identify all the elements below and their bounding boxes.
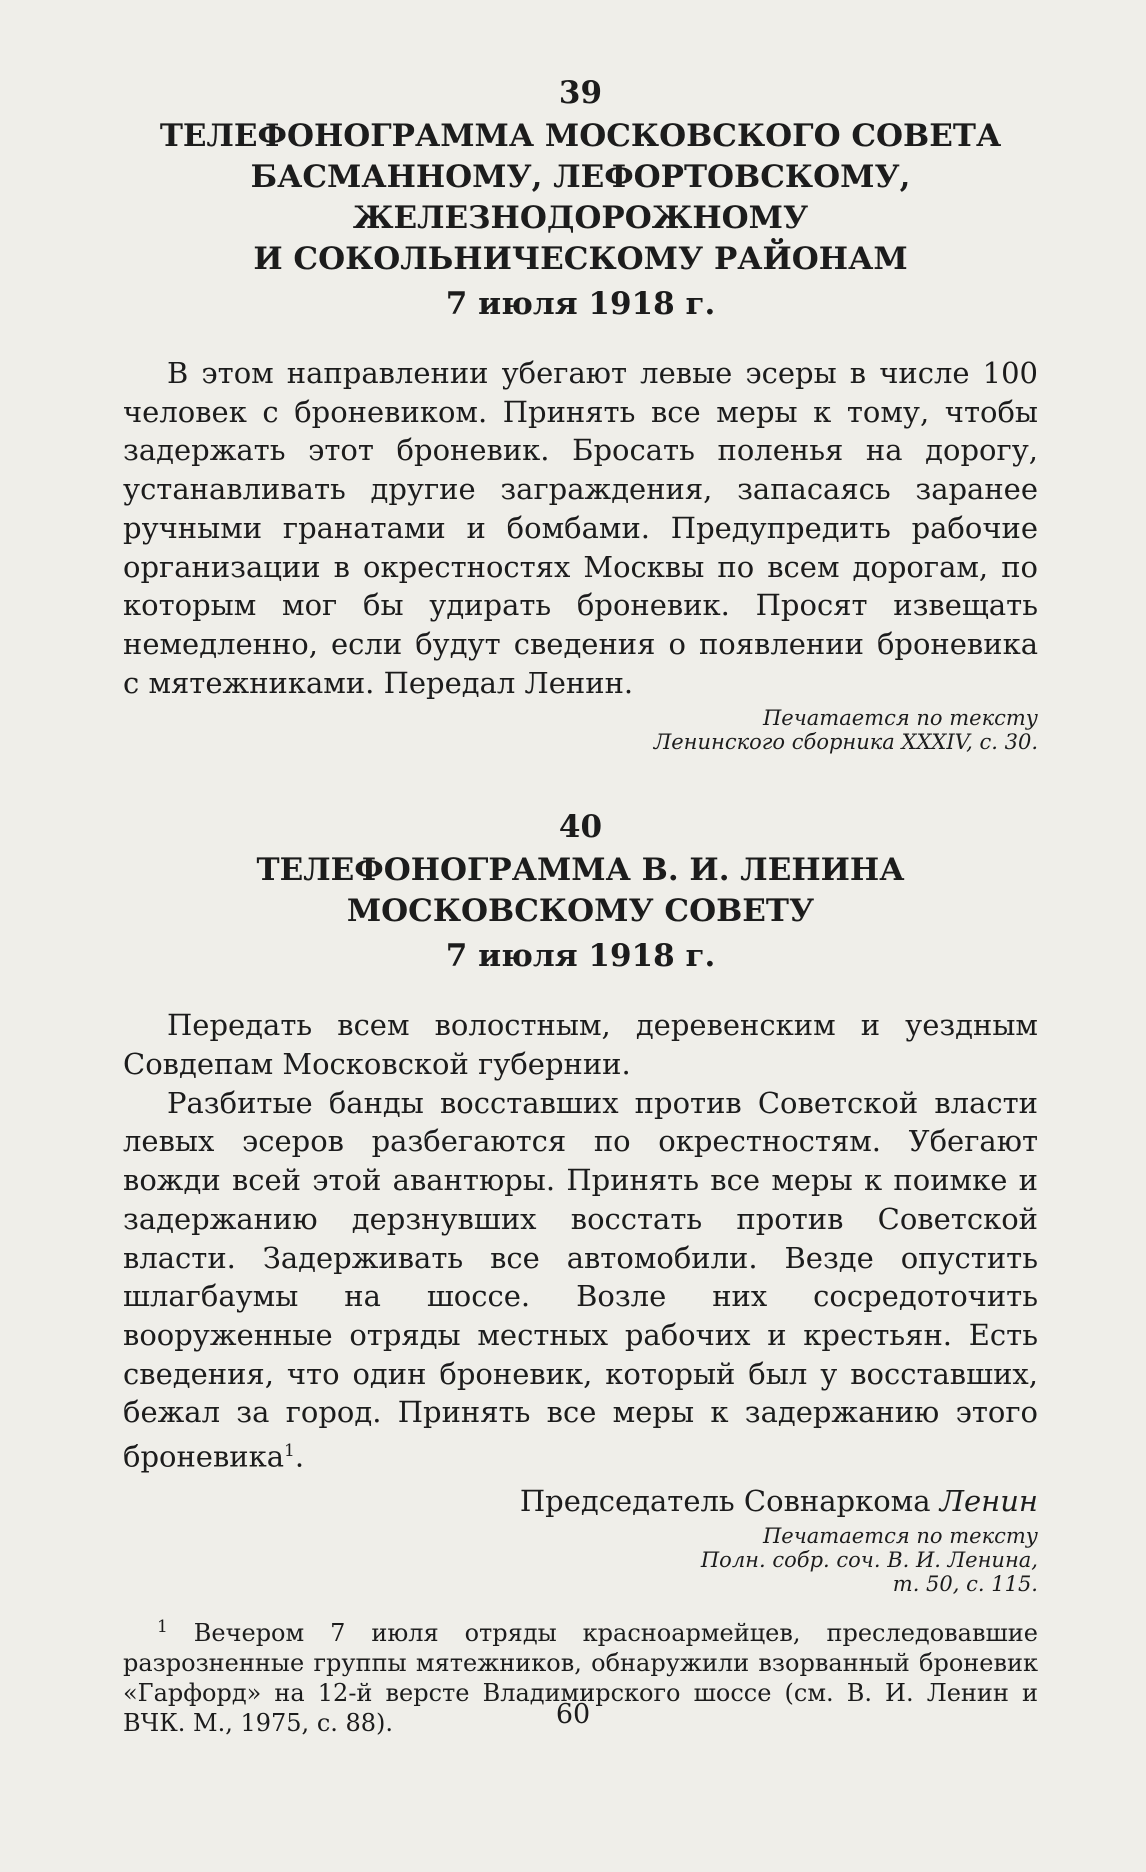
source-line: Печатается по тексту <box>762 706 1038 731</box>
source-line: Печатается по тексту <box>762 1524 1038 1549</box>
title-line: МОСКОВСКОМУ СОВЕТУ <box>346 893 815 930</box>
document-39 <box>123 74 1038 754</box>
body-paragraph: Передать всем волостным, деревенским и уездным Совдепам Московской губернии. <box>123 1008 1038 1082</box>
title-line: ТЕЛЕФОНОГРАММА В. И. ЛЕНИНА <box>256 852 905 889</box>
footnote-marker: 1 <box>284 1441 295 1462</box>
document-number: 39 <box>558 75 603 111</box>
title-line: И СОКОЛЬНИЧЕСКОМУ РАЙОНАМ <box>253 241 908 277</box>
body-paragraph: В этом направлении убегают левые эсеры в числе 100 человек с броневиком. Принять все меры к тому, чтобы задержать этот броневик. Бросать поленья на дорогу, устанавливать другие заграждения, запасаясь заранее ручными гранатами и бомбами. Предупредить рабочие организации в окрестностях Москвы по всем дорогам, по которым мог бы удирать броневик. Просят извещать немедленно, если будут сведения о появлении броневика с мятежниками. Передал Ленин. <box>123 356 1038 700</box>
document-date: 7 июля 1918 г. <box>445 938 716 975</box>
document-number: 40 <box>558 809 603 846</box>
source-note <box>123 706 1038 754</box>
source-line: Полн. собр. соч. В. И. Ленина, <box>700 1548 1038 1573</box>
document-40 <box>123 808 1038 1596</box>
page-number: 60 <box>555 1699 591 1730</box>
page-content <box>123 74 1038 1738</box>
document-title <box>123 116 1038 280</box>
document-date: 7 июля 1918 г. <box>445 286 716 322</box>
signature-name: Ленин <box>939 1484 1038 1519</box>
source-note <box>123 1524 1038 1596</box>
document-title <box>123 850 1038 932</box>
body-paragraph: Разбитые банды восставших против Советской власти левых эсеров разбегаются по окрестностям. Убегают вожди всей этой авантюры. Принять все меры к поимке и задержанию дерзнувших восстать против Советской власти. Задерживать все автомобили. Везде опустить шлагбаумы на шоссе. Возле них сосредоточить вооруженные отряды местных рабочих и крестьян. Есть сведения, что один броневик, который был у восставших, бежал за город. Принять все меры к задержанию этого броневика$^1$. <box>123 1085 1038 1474</box>
source-line: Ленинского сборника XXXIV, с. 30. <box>653 730 1038 755</box>
footnote-number: 1 <box>157 1617 168 1638</box>
signature-title: Председатель Совнаркома <box>519 1484 940 1519</box>
footnote-text: Вечером 7 июля отряды красноармейцев, преследовавшие разрозненные группы мятежников, обнаружили взорванный броневик «Гарфорд» на 12-й версте Владимирского шоссе (см. В. И. Ленин и ВЧК. М., 1975, с. 88). <box>123 1619 1038 1738</box>
title-line: БАСМАННОМУ, ЛЕФОРТОВСКОМУ, <box>250 159 911 195</box>
source-line: т. 50, с. 115. <box>892 1572 1038 1597</box>
signature <box>123 1482 1038 1520</box>
paragraph-text: Разбитые банды восставших против Советской власти левых эсеров разбегаются по окрестностям. Убегают вожди всей этой авантюры. Принять все меры к поимке и задержанию дерзнувших восстать против Советской власти. Задерживать все автомобили. Везде опустить шлагбаумы на шоссе. Возле них сосредоточить вооруженные отряды местных рабочих и крестьян. Есть сведения, что один броневик, который был у восставших, бежал за город. Принять все меры к задержанию этого броневика <box>123 1085 1038 1474</box>
title-line: ТЕЛЕФОНОГРАММА МОСКОВСКОГО СОВЕТА <box>159 118 1002 154</box>
title-line: ЖЕЛЕЗНОДОРОЖНОМУ <box>352 200 809 236</box>
